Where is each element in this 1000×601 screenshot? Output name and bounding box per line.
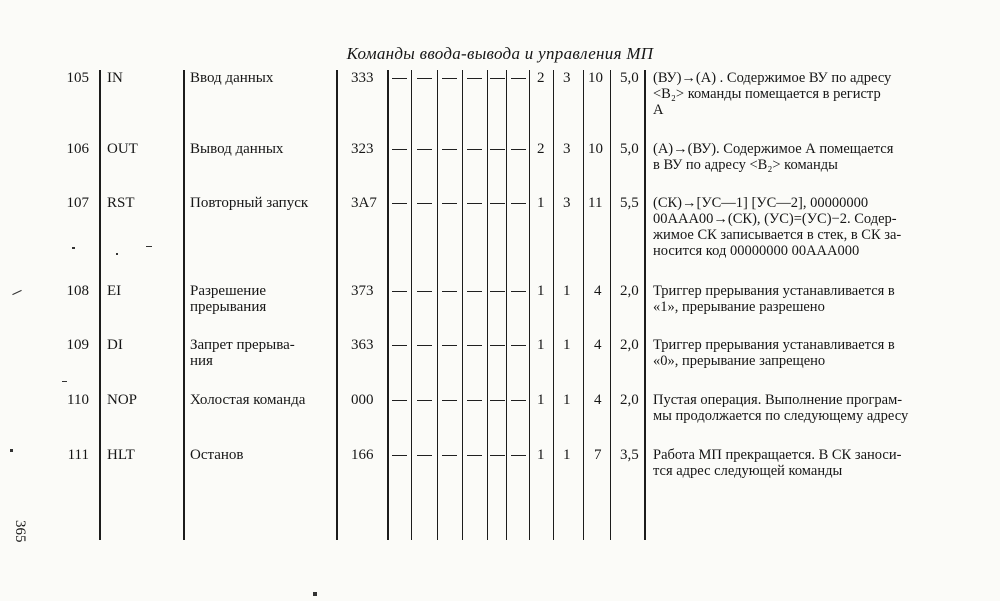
empty-cell-dash [511,149,526,150]
empty-cell-dash [467,149,482,150]
time-us: 3,5 [620,447,639,463]
time-us: 2,0 [620,392,639,408]
time-us: 5,0 [620,70,639,86]
empty-cell-dash [392,78,407,79]
time-us: 2,0 [620,337,639,353]
empty-cell-dash [511,78,526,79]
scan-speck [62,381,67,382]
opcode: 363 [351,337,374,353]
description-line: в ВУ по адресу <B₂> команды [653,157,838,173]
bytes-count: 1 [537,392,545,408]
empty-cell-dash [511,455,526,456]
description-line: Пустая операция. Выполнение програм- [653,392,903,408]
mnemonic: HLT [107,447,135,463]
empty-cell-dash [417,203,432,204]
table-rule [506,70,507,540]
mnemonic: OUT [107,141,138,157]
empty-cell-dash [490,203,505,204]
states-count: 10 [588,141,603,157]
empty-cell-dash [417,345,432,346]
empty-cell-dash [490,400,505,401]
empty-cell-dash [467,400,482,401]
time-us: 2,0 [620,283,639,299]
empty-cell-dash [392,291,407,292]
description [653,70,958,118]
empty-cell-dash [392,400,407,401]
description-line: тся адрес следующей команды [653,463,843,479]
page-number: 365 [12,520,28,543]
table-rule [487,70,488,540]
table-rule [462,70,463,540]
states-count: 4 [594,337,602,353]
empty-cell-dash [442,455,457,456]
instruction-name: Разрешение [190,283,267,299]
empty-cell-dash [511,400,526,401]
opcode: 000 [351,392,374,408]
description-line: Триггер прерывания устанавливается в [653,283,895,299]
scan-speck [72,247,75,249]
table-rule [183,70,185,540]
cycles-count: 1 [563,337,571,353]
table-rule [553,70,554,540]
empty-cell-dash [467,291,482,292]
description-line: (А)→(ВУ). Содержимое А помещается [653,141,894,157]
description [653,283,958,315]
cycles-count: 1 [563,283,571,299]
empty-cell-dash [490,455,505,456]
description-line: (ВУ)→(А) . Содержимое ВУ по адресу [653,70,892,86]
empty-cell-dash [490,291,505,292]
instruction-name: Холостая команда [190,392,306,408]
states-count: 10 [588,70,603,86]
empty-cell-dash [417,149,432,150]
description-line: А [653,102,664,118]
description-line: «1», прерывание разрешено [653,299,825,315]
description-line: Триггер прерывания устанавливается в [653,337,895,353]
row-number: 111 [67,447,89,463]
bytes-count: 1 [537,195,545,211]
empty-cell-dash [442,345,457,346]
empty-cell-dash [442,149,457,150]
empty-cell-dash [392,149,407,150]
instruction-name: Повторный запуск [190,195,309,211]
table-rule [644,70,646,540]
bytes-count: 1 [537,337,545,353]
empty-cell-dash [392,203,407,204]
mnemonic: EI [107,283,122,299]
instruction-name: ния [190,353,213,369]
instruction-name: Ввод данных [190,70,274,86]
empty-cell-dash [442,291,457,292]
description [653,337,958,369]
empty-cell-dash [490,149,505,150]
empty-cell-dash [417,400,432,401]
empty-cell-dash [442,78,457,79]
opcode: 373 [351,283,374,299]
scan-speck [313,592,317,596]
description [653,141,958,173]
scan-speck [116,253,118,255]
bytes-count: 2 [537,141,545,157]
row-number: 105 [66,70,89,86]
table-rule [529,70,530,540]
row-number: 108 [66,283,89,299]
description-line: Работа МП прекращается. В СК заноси- [653,447,902,463]
empty-cell-dash [417,78,432,79]
instruction-name: Вывод данных [190,141,284,157]
empty-cell-dash [392,345,407,346]
states-count: 7 [594,447,602,463]
instruction-name: прерывания [190,299,267,315]
description [653,447,958,479]
mnemonic: RST [107,195,135,211]
page-header: Команды ввода-вывода и управления МП [346,44,654,63]
opcode: 333 [351,70,374,86]
table-rule [411,70,412,540]
time-us: 5,5 [620,195,639,211]
table-rule [387,70,389,540]
row-number: 110 [67,392,89,408]
empty-cell-dash [490,345,505,346]
table-rule [437,70,438,540]
mnemonic: DI [107,337,123,353]
cycles-count: 1 [563,447,571,463]
row-number: 107 [66,195,89,211]
table-rule [610,70,611,540]
cycles-count: 1 [563,392,571,408]
empty-cell-dash [417,455,432,456]
table-rule [99,70,101,540]
description-line: «0», прерывание запрещено [653,353,826,369]
states-count: 4 [594,392,602,408]
states-count: 4 [594,283,602,299]
scan-speck [10,449,13,452]
description-line: <B₂> команды помещается в регистр [653,86,881,102]
row-number: 106 [66,141,89,157]
opcode: 323 [351,141,374,157]
bytes-count: 1 [537,447,545,463]
cycles-count: 3 [563,141,571,157]
mnemonic: IN [107,70,123,86]
table-rule [336,70,338,540]
empty-cell-dash [392,455,407,456]
description-line: 00ААА00→(СК), (УС)=(УС)−2. Содер- [653,211,897,227]
empty-cell-dash [511,345,526,346]
scan-speck [12,290,21,295]
cycles-count: 3 [563,195,571,211]
opcode: 3А7 [351,195,377,211]
states-count: 11 [588,195,603,211]
empty-cell-dash [467,78,482,79]
description-line: жимое СК записывается в стек, в СК за- [653,227,902,243]
description [653,392,958,424]
description-line: носится код 00000000 00ААА000 [653,243,860,259]
empty-cell-dash [511,291,526,292]
row-number: 109 [66,337,89,353]
description [653,195,958,259]
empty-cell-dash [490,78,505,79]
time-us: 5,0 [620,141,639,157]
mnemonic: NOP [107,392,138,408]
instruction-name: Запрет прерыва- [190,337,295,353]
cycles-count: 3 [563,70,571,86]
empty-cell-dash [467,345,482,346]
bytes-count: 1 [537,283,545,299]
empty-cell-dash [442,400,457,401]
instruction-name: Останов [190,447,244,463]
description-line: мы продолжается по следующему адресу [653,408,909,424]
scan-speck [146,246,152,247]
empty-cell-dash [467,203,482,204]
table-rule [583,70,584,540]
description-line: (СК)→[УС—1] [УС—2], 00000000 [653,195,869,211]
empty-cell-dash [442,203,457,204]
empty-cell-dash [417,291,432,292]
empty-cell-dash [467,455,482,456]
empty-cell-dash [511,203,526,204]
opcode: 166 [351,447,374,463]
bytes-count: 2 [537,70,545,86]
